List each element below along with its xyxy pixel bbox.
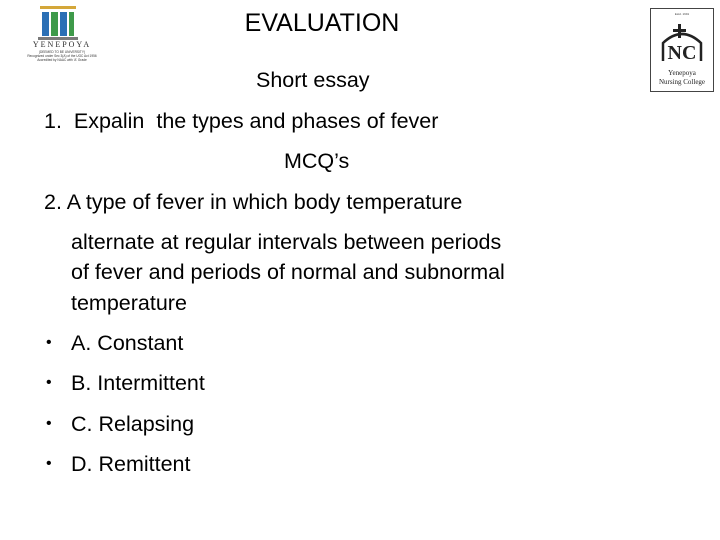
- nursing-college-emblem-icon: [657, 21, 707, 67]
- question-2-line-1: 2. A type of fever in which body temperature: [44, 190, 463, 214]
- question-1: 1. Expalin the types and phases of fever: [44, 109, 439, 133]
- option-b: B. Intermittent: [71, 371, 205, 395]
- logo-fine-line-3: Accredited by NAAC with 'A' Grade: [37, 58, 87, 62]
- logo-fine-line-1: (DEEMED TO BE UNIVERSITY): [38, 50, 86, 54]
- question-2-line-4: temperature: [71, 291, 187, 315]
- section-heading-short-essay: Short essay: [256, 68, 370, 92]
- option-c: C. Relapsing: [71, 412, 195, 436]
- question-2-line-2: alternate at regular intervals between periods: [71, 230, 502, 254]
- bullet-icon: •: [46, 334, 52, 351]
- logo-fine-line-2: Recognized under Sec 3(A) of the UGC Act 1956: [27, 54, 97, 58]
- nursing-college-logo: [650, 8, 714, 92]
- logo-university-name: YENEPOYA: [32, 40, 92, 49]
- question-2-line-3: of fever and periods of normal and subnormal: [71, 260, 505, 284]
- option-d: D. Remittent: [71, 452, 191, 476]
- logo-caption-line-2: Nursing College: [658, 78, 706, 86]
- bullet-icon: •: [46, 374, 52, 391]
- logo-estd-text: Estd. 1991: [674, 12, 690, 16]
- bullet-icon: •: [46, 415, 52, 432]
- logo-caption-line-1: Yenepoya: [668, 69, 696, 77]
- emblem-monogram: NC: [667, 42, 697, 64]
- section-heading-mcq: MCQ’s: [284, 149, 350, 173]
- slide-title: EVALUATION: [244, 9, 400, 37]
- bullet-icon: •: [46, 455, 52, 472]
- option-a: A. Constant: [71, 331, 184, 355]
